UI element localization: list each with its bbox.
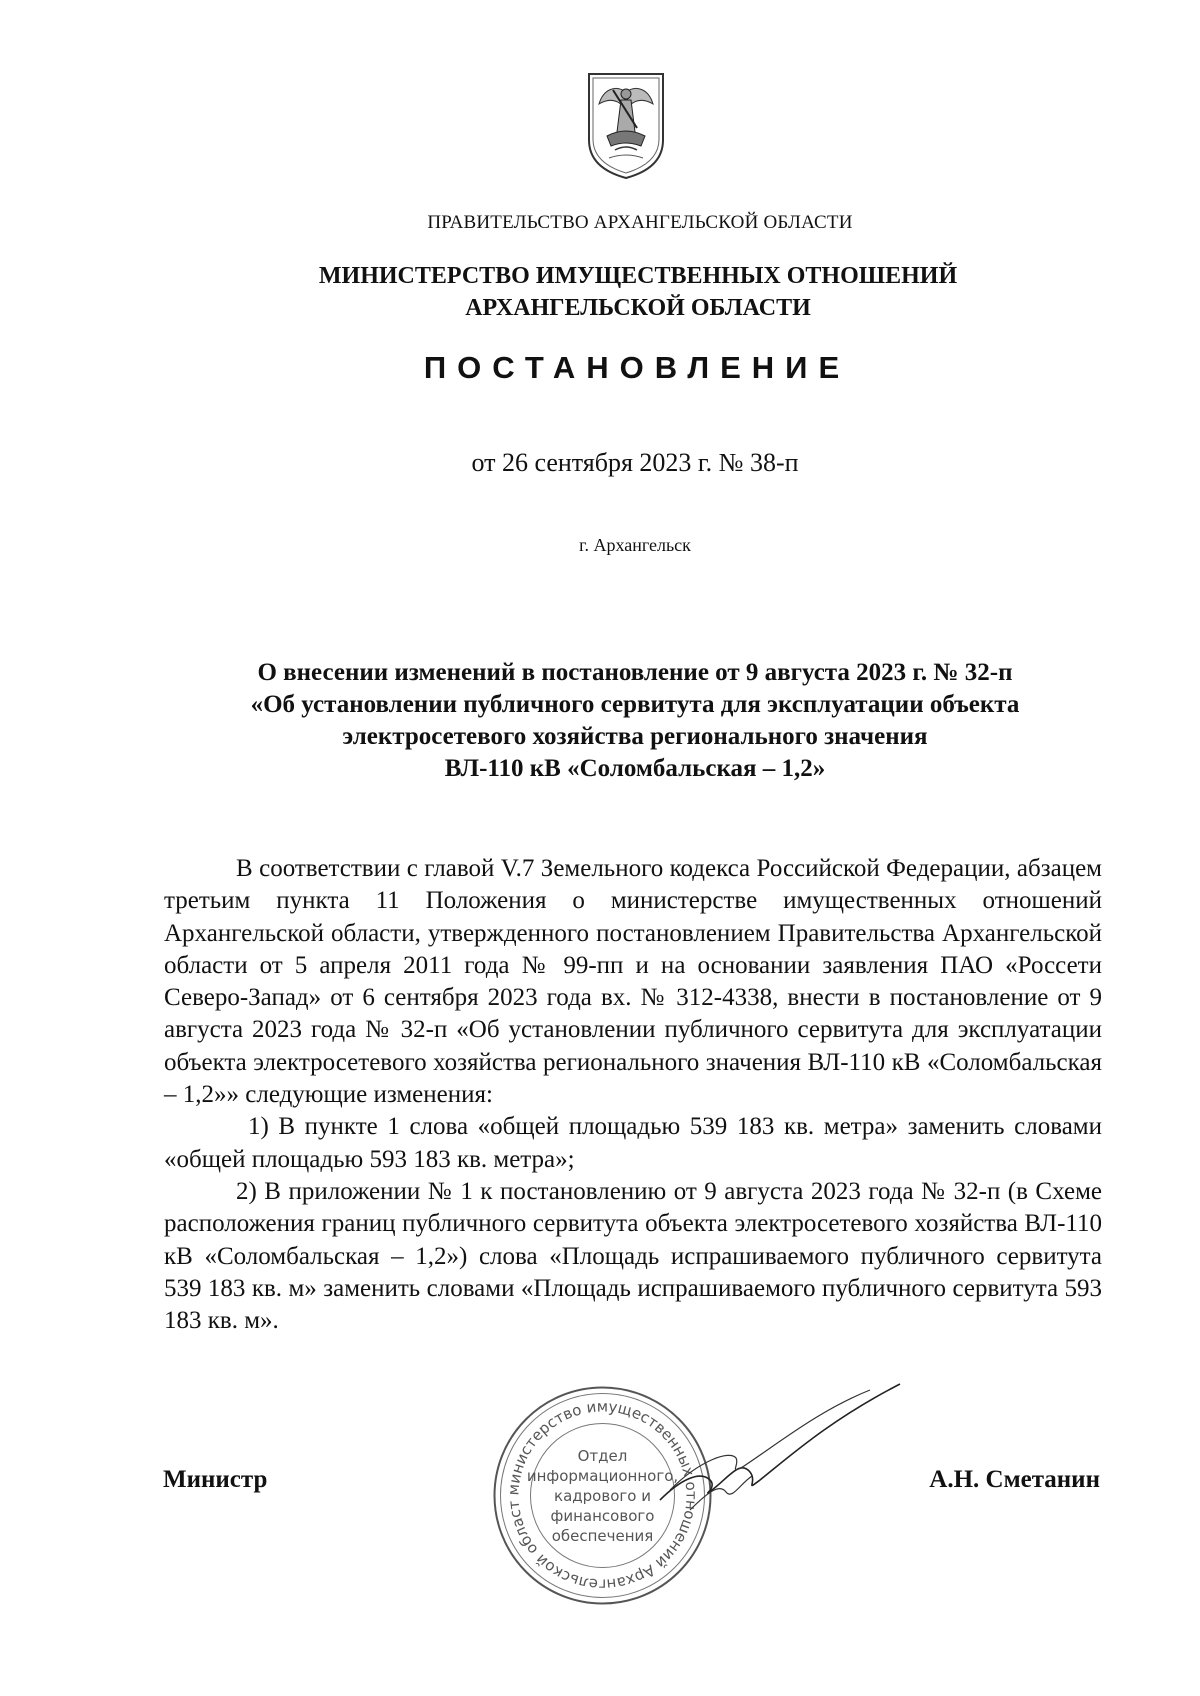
body-paragraph-preamble: В соответствии с главой V.7 Земельного кодекса Российской Федерации, абзацем третьим пункта 11 Положения о министерстве имущественных отношений Архангельской области, утвержденного постановлением Правительства Архангельской области от 5 апреля 2011 года № 99-пп и на основании заявления ПАО «Россети Северо-Запад» от 6 сентября 2023 года вх. № 312-4338, внести в постановление от 9 августа 2023 года № 32-п «Об установлении публичного сервитута для эксплуатации объекта электросетевого хозяйства регионального значения ВЛ-110 кВ «Соломбальская – 1,2»» следующие изменения:: [164, 855, 1102, 1109]
signature-scribble-icon: [640, 1380, 920, 1520]
signatory-position: Министр: [163, 1466, 268, 1493]
document-title: [160, 657, 1110, 785]
body-paragraph-item-2: 2) В приложении № 1 к постановлению от 9 августа 2023 года № 32-п (в Схеме расположения границ публичного сервитута объекта электросетевого хозяйства ВЛ-110 кВ «Соломбальская – 1,2») слова «Площадь испрашиваемого публичного сервитута 539 183 кв. м» заменить словами «Площадь испрашиваемого публичного сервитута 593 183 кв. м».: [164, 1177, 1102, 1335]
handwritten-signature: [640, 1380, 920, 1520]
document-city: г. Архангельск: [579, 535, 691, 555]
stamp-line-4: финансового: [550, 1507, 655, 1525]
document-body: [164, 853, 1102, 1337]
stamp-line-5: обеспечения: [551, 1527, 654, 1545]
stamp-line-2: информационного,: [526, 1467, 679, 1485]
ministry-name-line-2: АРХАНГЕЛЬСКОЙ ОБЛАСТИ: [465, 295, 811, 321]
title-line-4: ВЛ-110 кВ «Соломбальская – 1,2»: [444, 755, 826, 782]
government-name: ПРАВИТЕЛЬСТВО АРХАНГЕЛЬСКОЙ ОБЛАСТИ: [427, 212, 853, 233]
document-type-heading: ПОСТАНОВЛЕНИЕ: [423, 350, 851, 385]
title-line-1: О внесении изменений в постановление от 9 августа 2023 г. № 32-п: [257, 659, 1013, 686]
body-paragraph-item-1: 1) В пункте 1 слова «общей площадью 539 183 кв. метра» заменить словами «общей площадью 593 183 кв. метра»;: [164, 1113, 1102, 1173]
ministry-name-line-1: МИНИСТЕРСТВО ИМУЩЕСТВЕННЫХ ОТНОШЕНИЙ: [318, 263, 958, 289]
ministry-name: [0, 260, 1200, 324]
title-line-2: «Об установлении публичного сервитута для эксплуатации объекта: [250, 691, 1020, 718]
stamp-line-3: кадрового и: [554, 1487, 651, 1505]
stamp-line-1: Отдел: [577, 1447, 628, 1465]
signatory-name: А.Н. Сметанин: [929, 1466, 1100, 1493]
document-date-number: от 26 сентября 2023 г. № 38-п: [471, 448, 799, 477]
stamp-outer-text: министерство имущественных отношений Архангельской област: [504, 1397, 701, 1594]
archangel-emblem-icon: [585, 70, 667, 180]
title-line-3: электросетевого хозяйства регионального значения: [342, 723, 928, 750]
coat-of-arms-emblem: [585, 70, 667, 180]
